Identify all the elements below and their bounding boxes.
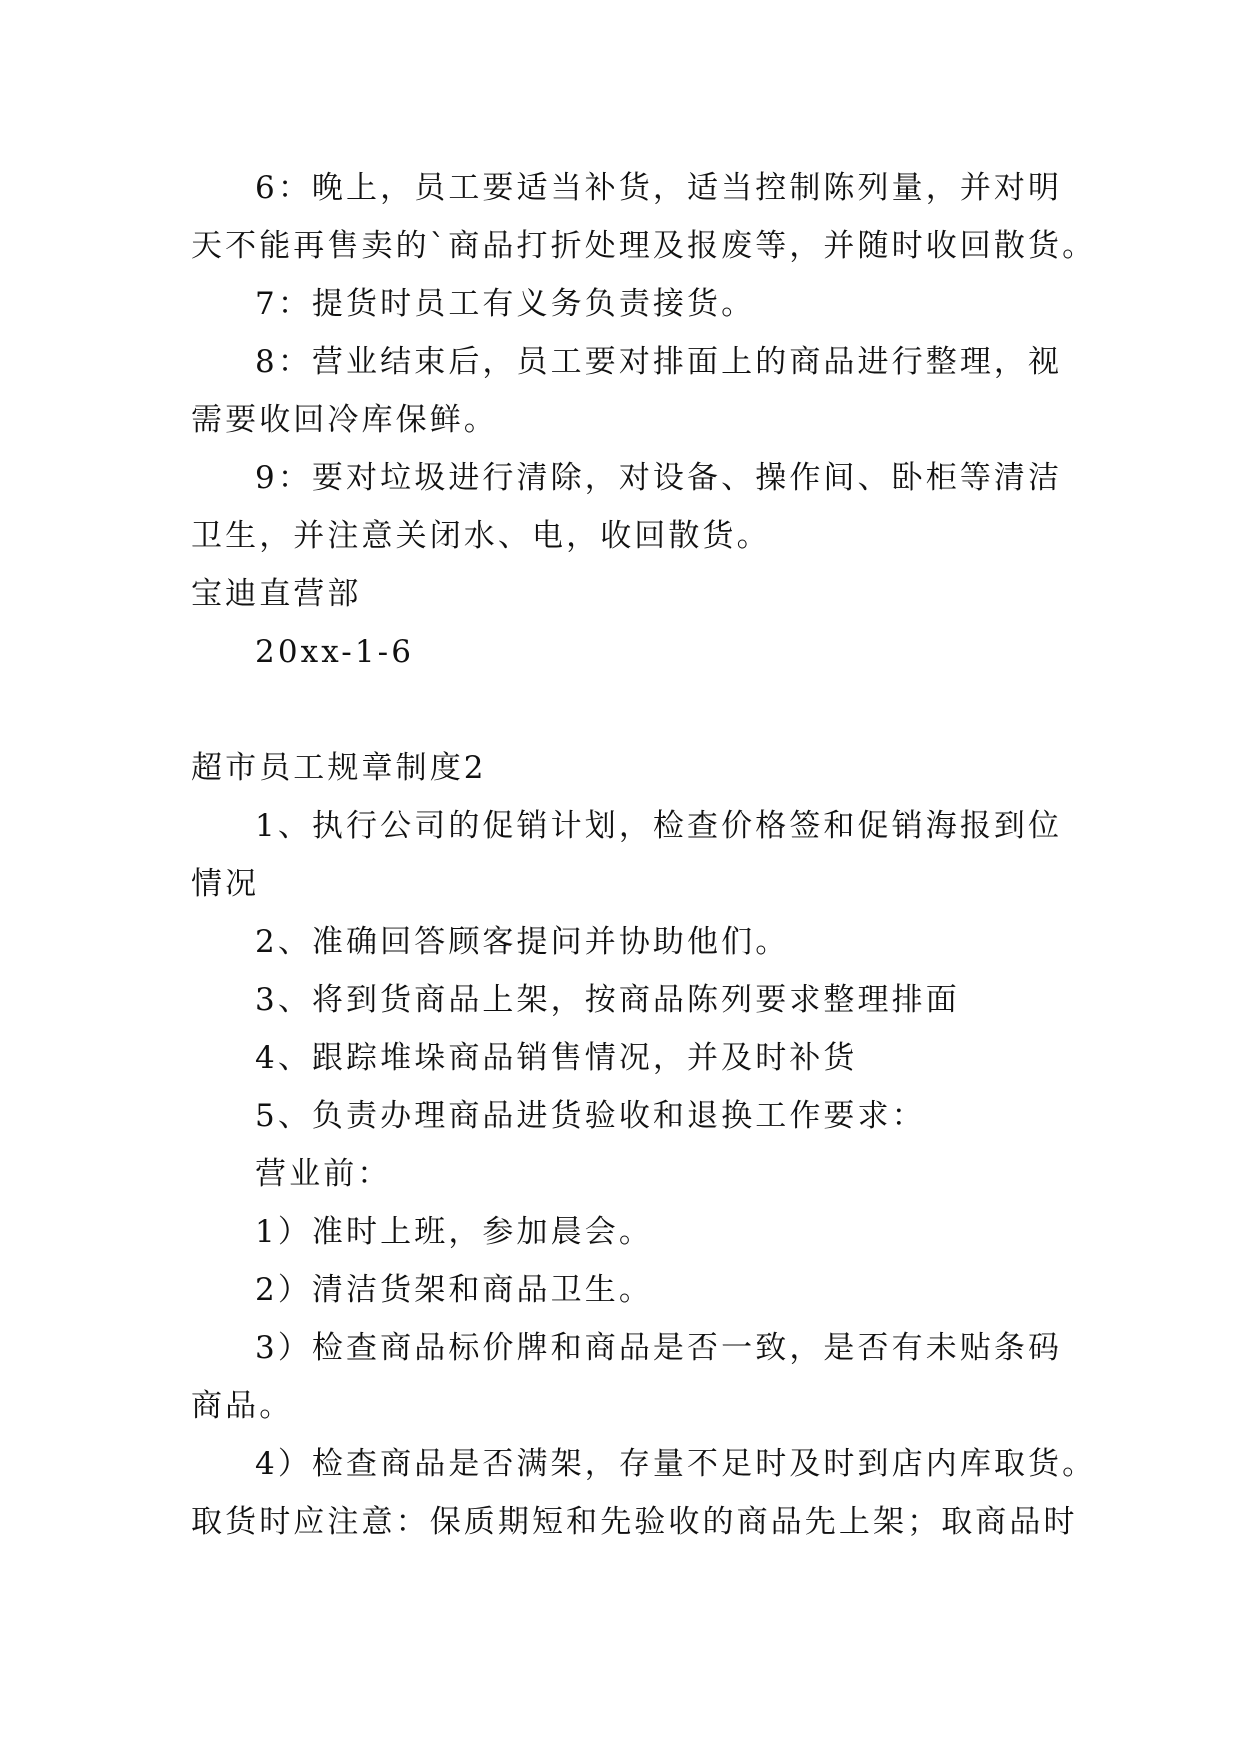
paragraph-line: 1）准时上班，参加晨会。 — [255, 1214, 653, 1250]
paragraph-line: 8：营业结束后，员工要对排面上的商品进行整理，视 — [255, 344, 1063, 380]
paragraph-line: 3）检查商品标价牌和商品是否一致，是否有未贴条码 — [255, 1330, 1063, 1366]
paragraph-line: 4、跟踪堆垛商品销售情况，并及时补货 — [255, 1040, 858, 1076]
paragraph-line: 1、执行公司的促销计划，检查价格签和促销海报到位 — [255, 808, 1063, 844]
paragraph-line: 商品。 — [191, 1388, 294, 1424]
paragraph-line: 2）清洁货架和商品卫生。 — [255, 1272, 653, 1308]
paragraph-line: 天不能再售卖的`商品打折处理及报废等，并随时收回散货。 — [191, 228, 1097, 264]
paragraph-line: 取货时应注意：保质期短和先验收的商品先上架；取商品时 — [191, 1504, 1078, 1540]
paragraph-line: 5、负责办理商品进货验收和退换工作要求： — [255, 1098, 926, 1134]
paragraph-line: 9：要对垃圾进行清除，对设备、操作间、卧柜等清洁 — [255, 460, 1063, 496]
signature-department: 宝迪直营部 — [191, 576, 362, 612]
paragraph-line: 3、将到货商品上架，按商品陈列要求整理排面 — [255, 982, 960, 1018]
paragraph-line: 需要收回冷库保鲜。 — [191, 402, 498, 438]
paragraph-line: 卫生，并注意关闭水、电，收回散货。 — [191, 518, 771, 554]
section-title: 超市员工规章制度2 — [191, 750, 487, 786]
paragraph-line: 情况 — [191, 866, 260, 902]
paragraph-line: 7：提货时员工有义务负责接货。 — [255, 286, 756, 322]
paragraph-line: 2、准确回答顾客提问并协助他们。 — [255, 924, 790, 960]
subheading: 营业前： — [255, 1156, 392, 1192]
signature-date: 20xx-1-6 — [255, 634, 415, 670]
paragraph-line: 6：晚上，员工要适当补货，适当控制陈列量，并对明 — [255, 170, 1063, 206]
paragraph-line: 4）检查商品是否满架，存量不足时及时到店内库取货。 — [255, 1446, 1097, 1482]
